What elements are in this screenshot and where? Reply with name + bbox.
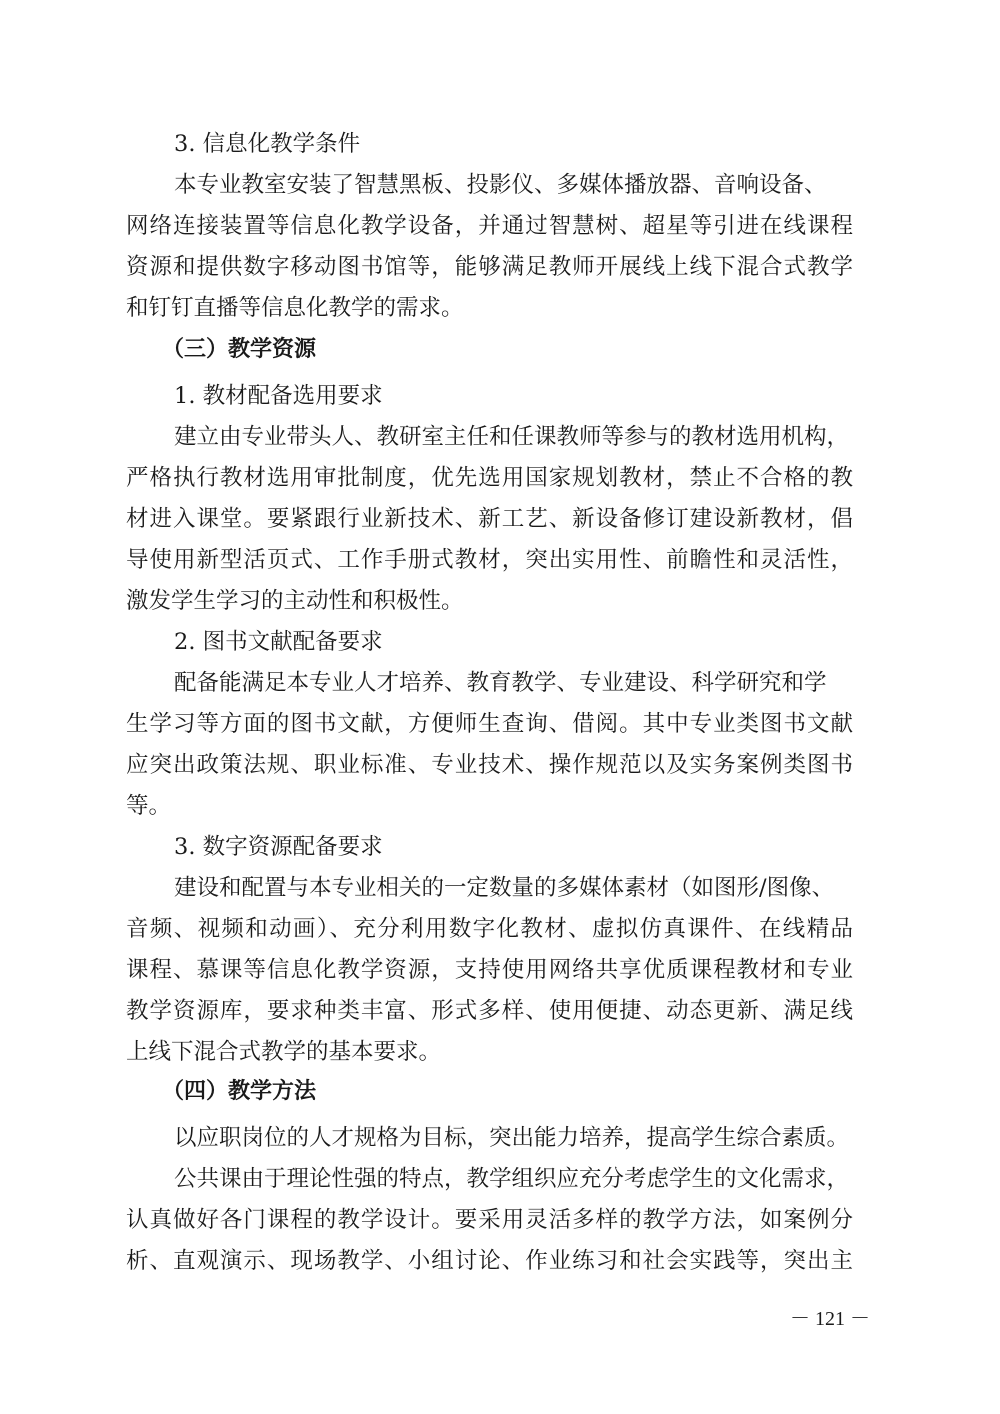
paragraph-line: 认真做好各门课程的教学设计。要采用灵活多样的教学方法，如案例分 <box>126 1207 853 1233</box>
paragraph-line: 导使用新型活页式、工作手册式教材，突出实用性、前瞻性和灵活性， <box>126 547 853 573</box>
paragraph-line: 教学资源库，要求种类丰富、形式多样、使用便捷、动态更新、满足线 <box>126 998 853 1024</box>
paragraph-line: 上线下混合式教学的基本要求。 <box>126 1039 442 1065</box>
paragraph-line: 等。 <box>126 793 172 819</box>
subsection-title-digital: 3. 数字资源配备要求 <box>174 834 383 860</box>
page-number: － 121 － <box>790 1308 870 1330</box>
paragraph-line: 析、直观演示、现场教学、小组讨论、作业练习和社会实践等，突出主 <box>126 1248 853 1274</box>
paragraph-line: 配备能满足本专业人才培养、教育教学、专业建设、科学研究和学 <box>174 670 827 696</box>
subsection-title-library: 2. 图书文献配备要求 <box>174 629 383 655</box>
section-heading-teaching-methods: （四）教学方法 <box>162 1079 317 1104</box>
paragraph-line: 生学习等方面的图书文献，方便师生查询、借阅。其中专业类图书文献 <box>126 711 853 737</box>
paragraph-line: 公共课由于理论性强的特点，教学组织应充分考虑学生的文化需求， <box>174 1166 850 1192</box>
paragraph-line: 本专业教室安装了智慧黑板、投影仪、多媒体播放器、音响设备、 <box>174 172 827 198</box>
subsection-title-textbooks: 1. 教材配备选用要求 <box>174 383 383 409</box>
paragraph-line: 网络连接装置等信息化教学设备，并通过智慧树、超星等引进在线课程 <box>126 213 853 239</box>
paragraph-line: 应突出政策法规、职业标准、专业技术、操作规范以及实务案例类图书 <box>126 752 853 778</box>
paragraph-line: 课程、慕课等信息化教学资源，支持使用网络共享优质课程教材和专业 <box>126 957 853 983</box>
paragraph-line: 材进入课堂。要紧跟行业新技术、新工艺、新设备修订建设新教材，倡 <box>126 506 853 532</box>
paragraph-line: 以应职岗位的人才规格为目标，突出能力培养，提高学生综合素质。 <box>174 1125 850 1151</box>
paragraph-line: 音频、视频和动画）、充分利用数字化教材、虚拟仿真课件、在线精品 <box>126 916 853 942</box>
paragraph-line: 建立由专业带头人、教研室主任和任课教师等参与的教材选用机构， <box>174 424 850 450</box>
section-heading-teaching-resources: （三）教学资源 <box>162 337 317 362</box>
paragraph-line: 和钉钉直播等信息化教学的需求。 <box>126 295 464 321</box>
paragraph-line: 激发学生学习的主动性和积极性。 <box>126 588 464 614</box>
section-title-info-conditions: 3. 信息化教学条件 <box>174 131 361 157</box>
paragraph-line: 建设和配置与本专业相关的一定数量的多媒体素材（如图形/图像、 <box>174 875 835 901</box>
paragraph-line: 严格执行教材选用审批制度，优先选用国家规划教材，禁止不合格的教 <box>126 465 853 491</box>
paragraph-line: 资源和提供数字移动图书馆等，能够满足教师开展线上线下混合式教学 <box>126 254 853 280</box>
